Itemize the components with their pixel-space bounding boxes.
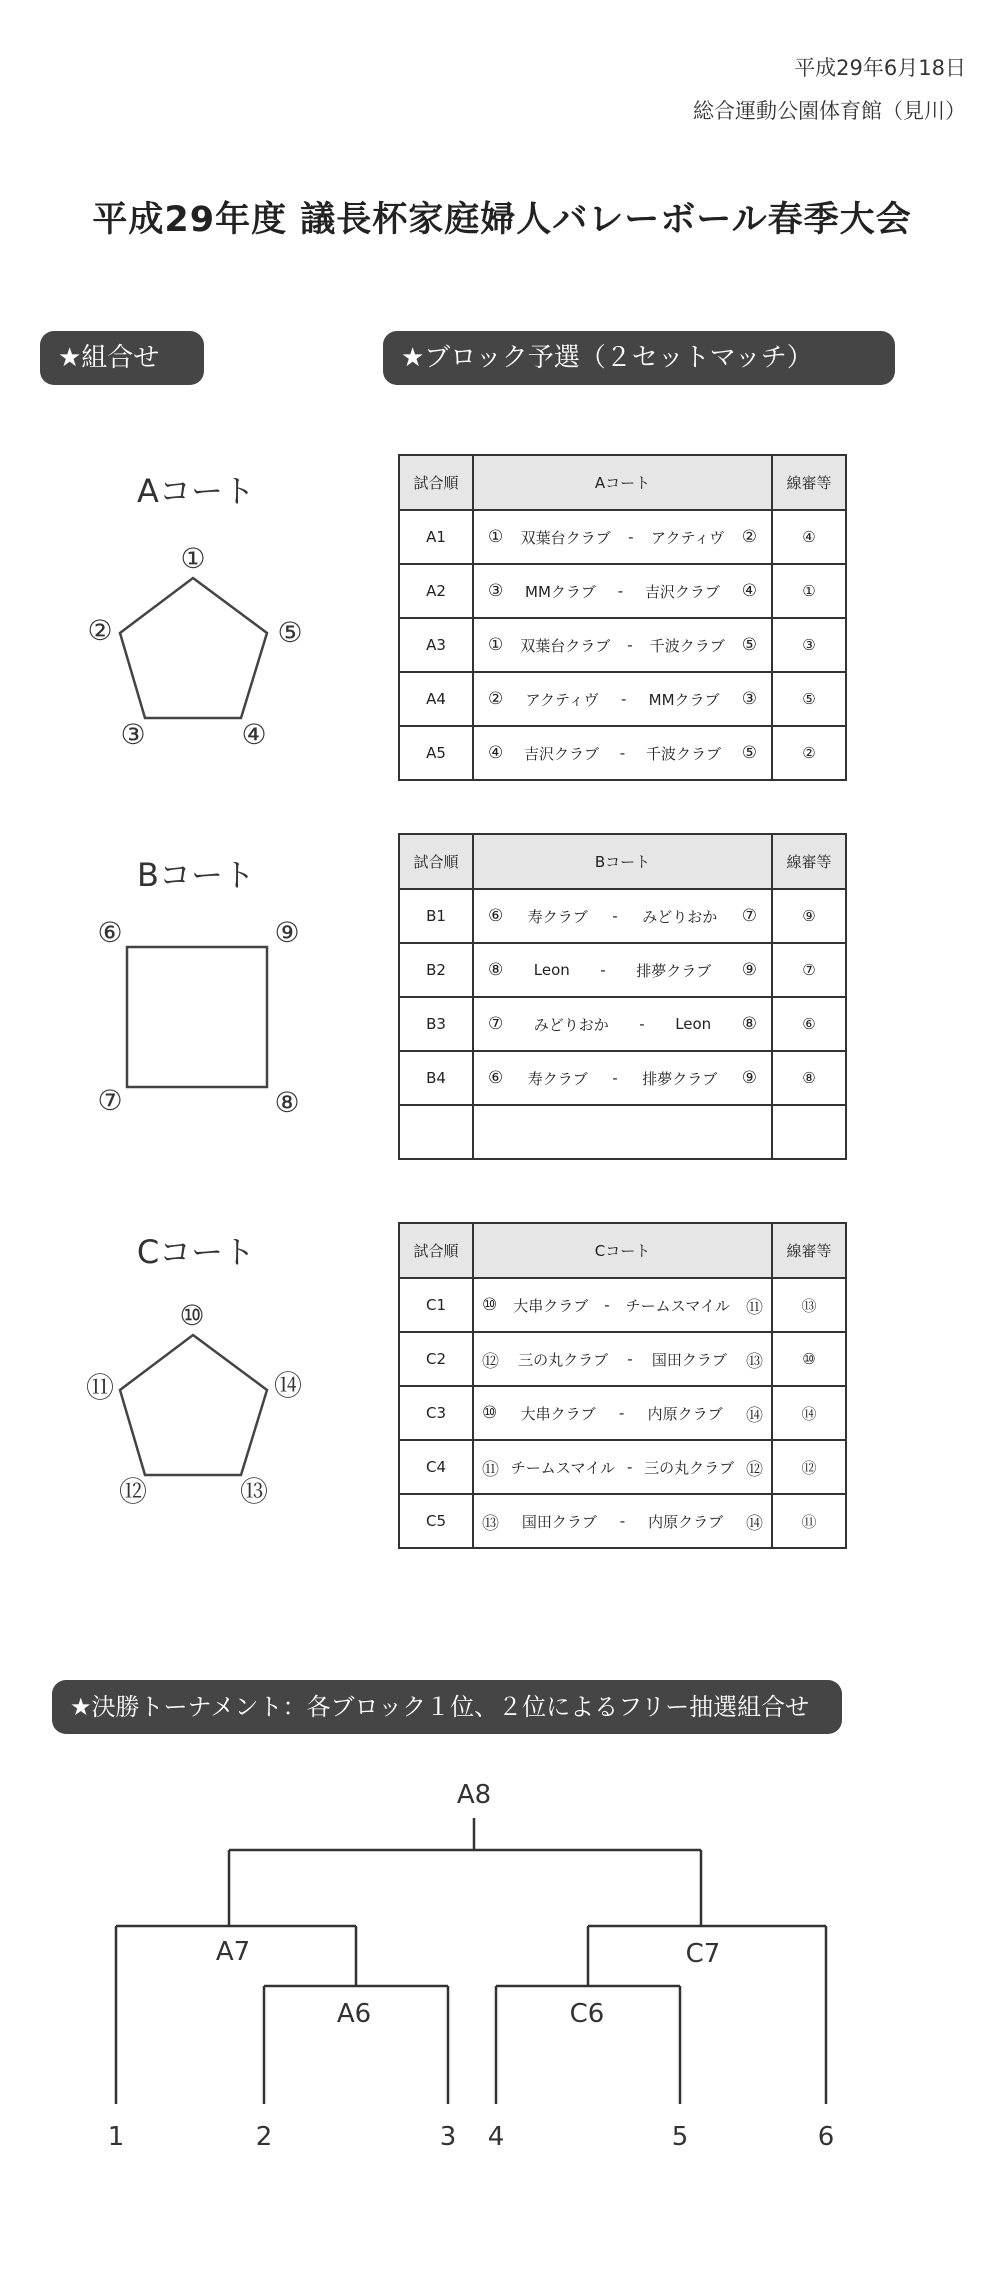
match-order: C5 [399, 1494, 473, 1548]
team2-num: ⑨ [741, 960, 757, 980]
section-block: ★ブロック予選（２セットマッチ） [383, 331, 895, 385]
bracket-right-semi-label: C7 [685, 1939, 721, 1969]
table-header-row [399, 455, 846, 510]
col-court: Cコート [473, 1223, 772, 1278]
line-judge: ⑨ [772, 889, 846, 943]
team2-name: アクティヴ [650, 528, 725, 547]
team1-num: ⑬ [482, 1513, 499, 1534]
match-order: B3 [399, 997, 473, 1051]
bracket-seed-3: 3 [439, 2122, 457, 2152]
court-b-node-7: ⑦ [97, 1084, 123, 1117]
bracket-seed-4: 4 [487, 2122, 505, 2152]
table-row [399, 510, 846, 564]
court-c-node-12: ⑫ [118, 1475, 148, 1508]
match-order: A2 [399, 564, 473, 618]
team2-num: ⑭ [745, 1513, 763, 1534]
team1-name: チームスマイル [510, 1458, 616, 1477]
court-a-diagram [70, 538, 320, 758]
team2-num: ⑤ [741, 635, 757, 655]
team1-num: ⑪ [482, 1459, 499, 1480]
col-order: 試合順 [399, 834, 473, 889]
table-row [399, 672, 846, 726]
match-order: B4 [399, 1051, 473, 1105]
line-judge: ⑦ [772, 943, 846, 997]
table-row [399, 1278, 846, 1332]
match-cell [473, 1105, 772, 1159]
team1-num: ② [488, 689, 504, 709]
table-row [399, 1051, 846, 1105]
table-row [399, 618, 846, 672]
bracket-seed-5: 5 [671, 2122, 689, 2152]
team2-name: 内原クラブ [648, 1512, 724, 1531]
vs-sep: - [627, 636, 633, 654]
bracket-seed-6: 6 [817, 2122, 835, 2152]
team1-name: Leon [533, 961, 570, 979]
team1-num: ⑩ [482, 1295, 498, 1315]
team2-num: ⑬ [745, 1351, 763, 1372]
col-line: 線審等 [772, 834, 846, 889]
match-order: C4 [399, 1440, 473, 1494]
team1-name: 双葉台クラブ [520, 528, 611, 547]
table-row [399, 889, 846, 943]
court-b-diagram [70, 905, 320, 1135]
team2-name: 排夢クラブ [642, 1069, 718, 1088]
table-row [399, 1386, 846, 1440]
court-c-node-13: ⑬ [239, 1475, 269, 1508]
court-c-node-14: ⑭ [273, 1369, 303, 1402]
vs-sep: - [619, 1512, 626, 1530]
team2-name: MMクラブ [648, 690, 720, 709]
team1-name: みどりおか [533, 1015, 609, 1034]
vs-sep: - [612, 907, 618, 925]
table-row [399, 997, 846, 1051]
vs-sep: - [617, 582, 624, 600]
team1-num: ④ [488, 743, 504, 763]
court-c-table [398, 1222, 847, 1549]
team2-num: ⑧ [741, 1014, 757, 1034]
table-row [399, 726, 846, 780]
team1-num: ⑥ [488, 906, 504, 926]
team1-num: ① [488, 527, 504, 547]
vs-sep: - [600, 961, 606, 979]
court-a-pentagon [120, 578, 267, 718]
match-order: B1 [399, 889, 473, 943]
line-judge: ① [772, 564, 846, 618]
match-order: A1 [399, 510, 473, 564]
line-judge: ⑬ [772, 1278, 846, 1332]
team2-num: ⑦ [741, 906, 757, 926]
line-judge: ④ [772, 510, 846, 564]
line-judge: ⑩ [772, 1332, 846, 1386]
match-order [399, 1105, 473, 1159]
bracket-left-semi-label: A7 [215, 1937, 251, 1967]
team1-num: ⑦ [488, 1014, 504, 1034]
bracket-seed-1: 1 [107, 2122, 125, 2152]
page-title: 平成29年度 議長杯家庭婦人バレーボール春季大会 [92, 200, 912, 240]
court-c-diagram [70, 1295, 320, 1515]
line-judge: ⑫ [772, 1440, 846, 1494]
match-order: A4 [399, 672, 473, 726]
col-court: Bコート [473, 834, 772, 889]
court-a-node-3: ③ [120, 718, 146, 751]
team1-name: MMクラブ [525, 582, 596, 601]
vs-sep: - [621, 690, 627, 708]
team2-num: ⑤ [741, 743, 757, 763]
team1-name: 寿クラブ [527, 907, 588, 926]
court-a-node-1: ① [180, 542, 206, 575]
court-label-b: Bコート [137, 856, 255, 894]
line-judge: ② [772, 726, 846, 780]
table-row-empty [399, 1105, 846, 1159]
court-a-node-5: ⑤ [277, 616, 303, 649]
vs-sep: - [612, 1069, 618, 1087]
section-groups: ★組合せ [40, 331, 204, 385]
vs-sep: - [628, 528, 634, 546]
team1-name: 双葉台クラブ [520, 636, 611, 655]
team1-num: ③ [488, 581, 504, 601]
table-header-row [399, 834, 846, 889]
court-label-a: Aコート [137, 472, 255, 510]
court-b-node-8: ⑧ [274, 1086, 300, 1119]
table-row [399, 943, 846, 997]
line-judge: ⑥ [772, 997, 846, 1051]
table-row [399, 564, 846, 618]
team1-num: ⑩ [482, 1403, 498, 1423]
team1-name: 国田クラブ [521, 1512, 597, 1531]
team2-name: チームスマイル [625, 1296, 730, 1315]
bracket-left-qf-label: A6 [336, 1999, 372, 2029]
team2-name: 内原クラブ [647, 1404, 723, 1423]
team1-num: ① [488, 635, 504, 655]
team1-name: アクティヴ [525, 690, 599, 709]
line-judge: ⑪ [772, 1494, 846, 1548]
team1-name: 大串クラブ [520, 1404, 596, 1423]
line-judge: ⑤ [772, 672, 846, 726]
col-line: 線審等 [772, 1223, 846, 1278]
team2-name: 吉沢クラブ [644, 582, 720, 601]
team1-num: ⑫ [482, 1351, 499, 1372]
bracket-right-qf-label: C6 [569, 1999, 605, 2029]
team2-name: 排夢クラブ [636, 961, 712, 980]
team2-name: 千波クラブ [645, 744, 721, 763]
line-judge [772, 1105, 846, 1159]
tournament-bracket [0, 1760, 1004, 2160]
match-order: C3 [399, 1386, 473, 1440]
team2-num: ⑭ [745, 1405, 763, 1426]
court-b-node-9: ⑨ [274, 916, 300, 949]
col-order: 試合順 [399, 1223, 473, 1278]
match-order: A3 [399, 618, 473, 672]
vs-sep: - [618, 1404, 625, 1422]
table-header-row [399, 1223, 846, 1278]
team2-name: 千波クラブ [649, 636, 725, 655]
team2-name: Leon [675, 1015, 712, 1033]
line-judge: ③ [772, 618, 846, 672]
table-row [399, 1332, 846, 1386]
col-court: Aコート [473, 455, 772, 510]
court-c-node-11: ⑪ [85, 1371, 115, 1404]
court-b-table [398, 833, 847, 1160]
court-b-node-6: ⑥ [97, 916, 123, 949]
section-final: ★決勝トーナメント：各ブロック１位、２位によるフリー抽選組合せ [52, 1680, 842, 1734]
court-a-node-2: ② [87, 614, 113, 647]
table-row [399, 1440, 846, 1494]
team1-name: 三の丸クラブ [518, 1350, 609, 1369]
bracket-seed-2: 2 [255, 2122, 273, 2152]
team1-name: 寿クラブ [527, 1069, 588, 1088]
event-venue: 総合運動公園体育館（見川） [693, 99, 966, 123]
team2-name: みどりおか [642, 907, 718, 926]
team1-num: ⑥ [488, 1068, 504, 1088]
vs-sep: - [604, 1296, 610, 1314]
line-judge: ⑭ [772, 1386, 846, 1440]
team1-name: 吉沢クラブ [524, 744, 600, 763]
team2-num: ⑫ [745, 1459, 763, 1480]
team1-num: ⑧ [488, 960, 504, 980]
match-order: C1 [399, 1278, 473, 1332]
team2-num: ⑨ [741, 1068, 757, 1088]
team2-name: 三の丸クラブ [644, 1458, 735, 1477]
vs-sep: - [619, 744, 626, 762]
court-b-square [127, 947, 267, 1087]
line-judge: ⑧ [772, 1051, 846, 1105]
court-label-c: Cコート [136, 1233, 256, 1271]
team2-num: ② [741, 527, 757, 547]
bracket-final-label: A8 [456, 1780, 492, 1810]
match-order: A5 [399, 726, 473, 780]
court-a-table [398, 454, 847, 781]
team2-name: 国田クラブ [651, 1350, 727, 1369]
match-order: B2 [399, 943, 473, 997]
table-row [399, 1494, 846, 1548]
event-date: 平成29年6月18日 [794, 56, 966, 80]
court-c-pentagon [120, 1335, 267, 1475]
col-line: 線審等 [772, 455, 846, 510]
team1-name: 大串クラブ [513, 1296, 589, 1315]
match-order: C2 [399, 1332, 473, 1386]
court-c-node-10: ⑩ [179, 1299, 205, 1332]
vs-sep: - [627, 1350, 633, 1368]
vs-sep: - [626, 1458, 633, 1476]
vs-sep: - [639, 1015, 645, 1033]
team2-num: ④ [741, 581, 757, 601]
team2-num: ⑪ [745, 1297, 763, 1318]
court-a-node-4: ④ [241, 718, 267, 751]
team2-num: ③ [741, 689, 757, 709]
col-order: 試合順 [399, 455, 473, 510]
